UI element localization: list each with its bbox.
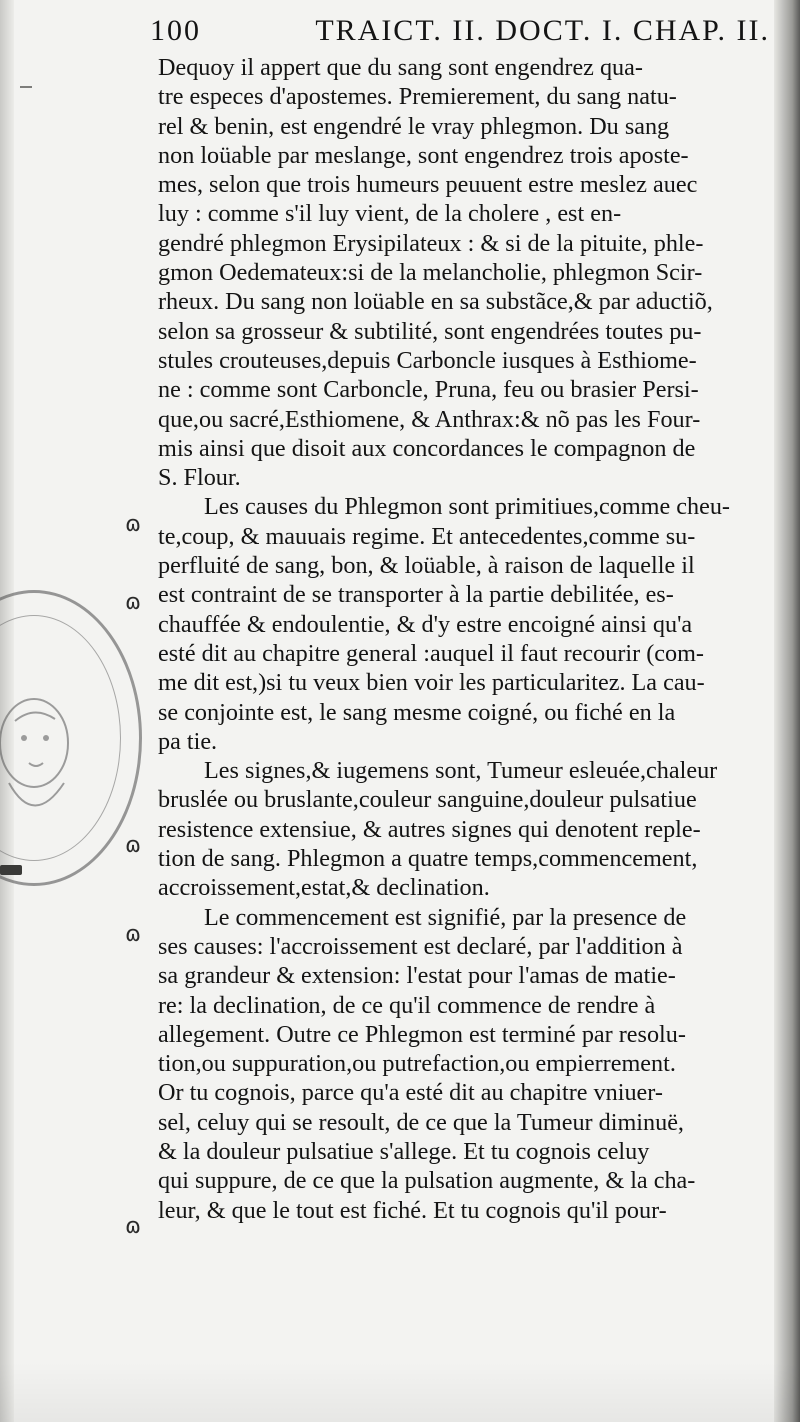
text-line: que,ou sacré,Esthiomene, & Anthrax:& nõ pas les Four- [158,405,701,433]
text-line: gendré phlegmon Erysipilateux : & si de la pituite, phle- [158,229,704,257]
text-line: mis ainsi que disoit aux concordances le compagnon de [158,434,696,462]
text-line: allegement. Outre ce Phlegmon est terminé par resolu- [158,1020,686,1048]
text-line: resistence extensiue, & autres signes qui denotent reple- [158,815,701,843]
running-title: TRAICT. II. DOCT. I. CHAP. II. [315,14,770,47]
running-head [150,14,770,54]
text-line: me dit est,)si tu veux bien voir les particularitez. La cau- [158,669,705,697]
text-line: Les causes du Phlegmon sont primitiues,comme cheu- [204,493,730,521]
text-line: leur, & que le tout est fiché. Et tu cognois qu'il pour- [158,1196,667,1224]
margin-note-mark: ɷ [124,590,142,615]
text-line: rel & benin, est engendré le vray phlegmon. Du sang [158,112,670,140]
stamp-portrait-icon [0,593,139,883]
text-line: chauffée & endoulentie, & d'y estre encoigné ainsi qu'a [158,610,693,638]
text-line: Or tu cognois, parce qu'a esté dit au chapitre vniuer- [158,1079,663,1107]
text-line: sel, celuy qui se resoult, de ce que la Tumeur diminuë, [158,1108,684,1136]
text-line: tion,ou suppuration,ou putrefaction,ou empierrement. [158,1050,676,1078]
text-line: perfluité de sang, bon, & loüable, à raison de laquelle il [158,552,695,580]
text-line: te,coup, & mauuais regime. Et antecedentes,comme su- [158,522,696,550]
margin-note-mark: ɷ [124,922,142,947]
text-line: gmon Oedemateux:si de la melancholie, phlegmon Scir- [158,259,703,287]
body-text [158,53,768,1225]
text-line: luy : comme s'il luy vient, de la cholere , est en- [158,200,622,228]
text-line: selon sa grosseur & subtilité, sont engendrées toutes pu- [158,317,702,345]
text-line: S. Flour. [158,464,241,492]
text-line: tion de sang. Phlegmon a quatre temps,commencement, [158,845,698,873]
margin-note-mark: ɷ [124,512,142,537]
page-number: 100 [150,14,201,47]
text-line: stules crouteuses,depuis Carboncle iusques à Esthiome- [158,346,697,374]
text-line: ne : comme sont Carboncle, Pruna, feu ou brasier Persi- [158,376,699,404]
text-line: rheux. Du sang non loüable en sa substãce,& par aductiõ, [158,288,713,316]
text-line: tre especes d'apostemes. Premierement, du sang natu- [158,83,677,111]
text-line: Le commencement est signifié, par la presence de [204,903,687,931]
text-line: Dequoy il appert que du sang sont engendrez qua- [158,54,643,81]
margin-speck [20,86,32,88]
text-line: non loüable par meslange, sont engendrez trois aposte- [158,141,689,169]
text-line: re: la declination, de ce qu'il commence de rendre à [158,991,656,1019]
margin-note-mark: ɷ [124,1214,142,1239]
text-line: bruslée ou bruslante,couleur sanguine,douleur pulsatiue [158,786,697,814]
text-line: esté dit au chapitre general :auquel il faut recourir (com- [158,639,704,667]
text-line: pa tie. [158,727,218,755]
text-line: qui suppure, de ce que la pulsation augmente, & la cha- [158,1167,696,1195]
text-line: sa grandeur & extension: l'estat pour l'amas de matie- [158,962,676,990]
text-line: accroissement,estat,& declination. [158,874,490,902]
page-edge-right [774,0,800,1422]
text-line: & la douleur pulsatiue s'allege. Et tu cognois celuy [158,1137,650,1165]
page-shadow [0,1362,800,1422]
text-line: Les signes,& iugemens sont, Tumeur esleuée,chaleur [204,757,718,785]
text-line: ses causes: l'accroissement est declaré, par l'addition à [158,932,683,960]
text-line: se conjointe est, le sang mesme coigné, ou fiché en la [158,698,676,726]
text-line: mes, selon que trois humeurs peuuent estre meslez auec [158,171,698,199]
margin-note-mark: ɷ [124,833,142,858]
text-line: est contraint de se transporter à la partie debilitée, es- [158,581,674,609]
